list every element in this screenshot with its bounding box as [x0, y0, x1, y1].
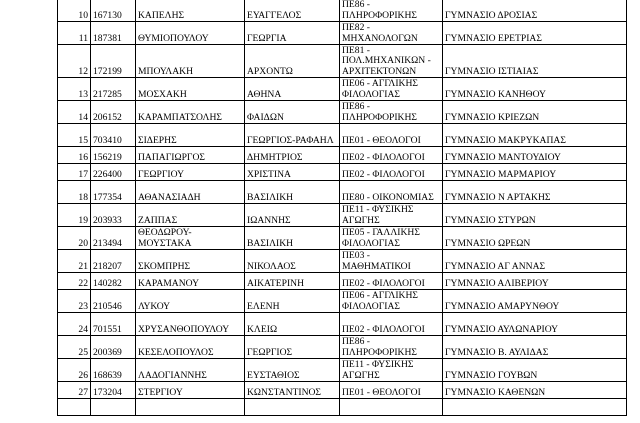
- surname-cell: ΣΚΟΜΠΡΗΣ: [136, 250, 245, 273]
- surname-cell: [136, 399, 245, 416]
- specialty-cell: ΠΕ86 - ΠΛΗΡΟΦΟΡΙΚΗΣ: [340, 0, 443, 22]
- registry-code: 172199: [91, 45, 136, 78]
- row-number: 20: [58, 227, 91, 250]
- school-cell: ΓΥΜΝΑΣΙΟ ΕΡΕΤΡΙΑΣ: [443, 22, 627, 45]
- specialty-cell: ΠΕ80 - ΟΙΚΟΝΟΜΙΑΣ: [340, 181, 443, 204]
- specialty-cell: ΠΕ01 - ΘΕΟΛΟΓΟΙ: [340, 382, 443, 399]
- specialty-cell: ΠΕ86 - ΠΛΗΡΟΦΟΡΙΚΗΣ: [340, 336, 443, 359]
- firstname-cell: ΚΛΕΙΩ: [245, 313, 340, 336]
- specialty-cell: ΠΕ06 - ΑΓΓΛΙΚΗΣ ΦΙΛΟΛΟΓΙΑΣ: [340, 290, 443, 313]
- specialty-cell: ΠΕ02 - ΦΙΛΟΛΟΓΟΙ: [340, 147, 443, 164]
- registry-code: 217285: [91, 78, 136, 101]
- specialty-cell: ΠΕ02 - ΦΙΛΟΛΟΓΟΙ: [340, 313, 443, 336]
- table-row: [58, 147, 627, 164]
- school-cell: ΓΥΜΝΑΣΙΟ ΜΑΚΡΥΚΑΠΑΣ: [443, 124, 627, 147]
- registry-code: 200369: [91, 336, 136, 359]
- school-cell: ΓΥΜΝΑΣΙΟ ΑΛΙΒΕΡΙΟΥ: [443, 273, 627, 290]
- registry-code: 177354: [91, 181, 136, 204]
- school-cell: ΓΥΜΝΑΣΙΟ ΔΡΟΣΙΑΣ: [443, 0, 627, 22]
- table-row: [58, 290, 627, 313]
- registry-code: 203933: [91, 204, 136, 227]
- row-number: 21: [58, 250, 91, 273]
- registry-code: 206152: [91, 101, 136, 124]
- school-cell: ΓΥΜΝΑΣΙΟ ΙΣΤΙΑΙΑΣ: [443, 45, 627, 78]
- surname-cell: ΘΥΜΙΟΠΟΥΛΟΥ: [136, 22, 245, 45]
- table-row: [58, 124, 627, 147]
- specialty-cell: ΠΕ01 - ΘΕΟΛΟΓΟΙ: [340, 124, 443, 147]
- firstname-cell: ΝΙΚΟΛΑΟΣ: [245, 250, 340, 273]
- specialty-cell: ΠΕ02 - ΦΙΛΟΛΟΓΟΙ: [340, 164, 443, 181]
- specialty-cell: ΠΕ86 - ΠΛΗΡΟΦΟΡΙΚΗΣ: [340, 101, 443, 124]
- surname-cell: ΚΑΡΑΜΑΝΟΥ: [136, 273, 245, 290]
- table-row: [58, 399, 627, 416]
- row-number: 19: [58, 204, 91, 227]
- firstname-cell: ΚΩΝΣΤΑΝΤΙΝΟΣ: [245, 382, 340, 399]
- surname-cell: ΚΕΣΕΛΟΠΟΥΛΟΣ: [136, 336, 245, 359]
- table-row: [58, 22, 627, 45]
- specialty-cell: ΠΕ06 - ΑΓΓΛΙΚΗΣ ΦΙΛΟΛΟΓΙΑΣ: [340, 78, 443, 101]
- specialty-cell: ΠΕ02 - ΦΙΛΟΛΟΓΟΙ: [340, 273, 443, 290]
- row-number: 27: [58, 382, 91, 399]
- table-row: [58, 164, 627, 181]
- surname-cell: ΣΤΕΡΓΙΟΥ: [136, 382, 245, 399]
- row-number: 18: [58, 181, 91, 204]
- firstname-cell: ΧΡΙΣΤΙΝΑ: [245, 164, 340, 181]
- firstname-cell: ΙΩΑΝΝΗΣ: [245, 204, 340, 227]
- surname-cell: ΚΑΠΕΛΗΣ: [136, 0, 245, 22]
- row-number: 15: [58, 124, 91, 147]
- surname-cell: ΜΠΟΥΛΑΚΗ: [136, 45, 245, 78]
- surname-cell: ΛΑΔΟΓΙΑΝΝΗΣ: [136, 359, 245, 382]
- firstname-cell: ΒΑΣΙΛΙΚΗ: [245, 181, 340, 204]
- registry-code: [91, 399, 136, 416]
- registry-code: 226400: [91, 164, 136, 181]
- specialty-cell: ΠΕ82 - ΜΗΧΑΝΟΛΟΓΩΝ: [340, 22, 443, 45]
- surname-cell: ΓΕΩΡΓΙΟΥ: [136, 164, 245, 181]
- surname-cell: ΠΑΠΑΓΙΩΡΓΟΣ: [136, 147, 245, 164]
- row-number: 13: [58, 78, 91, 101]
- registry-code: 187381: [91, 22, 136, 45]
- school-cell: ΓΥΜΝΑΣΙΟ Ν ΑΡΤΑΚΗΣ: [443, 181, 627, 204]
- registry-code: 156219: [91, 147, 136, 164]
- specialty-cell: ΠΕ81 - ΠΟΛ.ΜΗΧΑΝΙΚΩΝ - ΑΡΧΙΤΕΚΤΟΝΩΝ: [340, 45, 443, 78]
- registry-code: 168639: [91, 359, 136, 382]
- table-row: [58, 78, 627, 101]
- teacher-placement-table: [57, 0, 627, 416]
- table-row: [58, 359, 627, 382]
- firstname-cell: ΕΥΑΓΓΕΛΟΣ: [245, 0, 340, 22]
- school-cell: ΓΥΜΝΑΣΙΟ ΑΓ ΑΝΝΑΣ: [443, 250, 627, 273]
- table-row: [58, 382, 627, 399]
- registry-code: 140282: [91, 273, 136, 290]
- table-row: [58, 227, 627, 250]
- row-number: 14: [58, 101, 91, 124]
- school-cell: ΓΥΜΝΑΣΙΟ ΜΑΝΤΟΥΔΙΟΥ: [443, 147, 627, 164]
- row-number: 22: [58, 273, 91, 290]
- specialty-cell: ΠΕ11 - ΦΥΣΙΚΗΣ ΑΓΩΓΗΣ: [340, 359, 443, 382]
- registry-code: 167130: [91, 0, 136, 22]
- registry-code: 218207: [91, 250, 136, 273]
- row-number: 12: [58, 45, 91, 78]
- school-cell: ΓΥΜΝΑΣΙΟ ΩΡΕΩΝ: [443, 227, 627, 250]
- table-row: [58, 250, 627, 273]
- specialty-cell: ΠΕ11 - ΦΥΣΙΚΗΣ ΑΓΩΓΗΣ: [340, 204, 443, 227]
- row-number: 10: [58, 0, 91, 22]
- row-number: 24: [58, 313, 91, 336]
- firstname-cell: ΕΥΣΤΑΘΙΟΣ: [245, 359, 340, 382]
- firstname-cell: ΔΗΜΗΤΡΙΟΣ: [245, 147, 340, 164]
- surname-cell: ΜΟΣΧΑΚΗ: [136, 78, 245, 101]
- table-row: [58, 101, 627, 124]
- firstname-cell: [245, 399, 340, 416]
- specialty-cell: ΠΕ03 - ΜΑΘΗΜΑΤΙΚΟΙ: [340, 250, 443, 273]
- school-cell: ΓΥΜΝΑΣΙΟ ΑΜΑΡΥΝΘΟΥ: [443, 290, 627, 313]
- registry-code: 213494: [91, 227, 136, 250]
- firstname-cell: ΕΛΕΝΗ: [245, 290, 340, 313]
- table-row: [58, 204, 627, 227]
- row-number: [58, 399, 91, 416]
- surname-cell: ΚΑΡΑΜΠΑΤΣΟΛΗΣ: [136, 101, 245, 124]
- firstname-cell: ΦΑΙΔΩΝ: [245, 101, 340, 124]
- school-cell: ΓΥΜΝΑΣΙΟ ΑΥΛΩΝΑΡΙΟΥ: [443, 313, 627, 336]
- row-number: 25: [58, 336, 91, 359]
- school-cell: ΓΥΜΝΑΣΙΟ ΣΤΥΡΩΝ: [443, 204, 627, 227]
- specialty-cell: [340, 399, 443, 416]
- specialty-cell: ΠΕ05 - ΓΑΛΛΙΚΗΣ ΦΙΛΟΛΟΓΙΑΣ: [340, 227, 443, 250]
- school-cell: ΓΥΜΝΑΣΙΟ Β. ΑΥΛΙΔΑΣ: [443, 336, 627, 359]
- registry-code: 701551: [91, 313, 136, 336]
- table-row: [58, 0, 627, 22]
- table-row: [58, 273, 627, 290]
- row-number: 17: [58, 164, 91, 181]
- surname-cell: ΣΙΔΕΡΗΣ: [136, 124, 245, 147]
- school-cell: ΓΥΜΝΑΣΙΟ ΚΡΙΕΖΩΝ: [443, 101, 627, 124]
- table-body: [58, 0, 627, 416]
- row-number: 23: [58, 290, 91, 313]
- table-row: [58, 313, 627, 336]
- firstname-cell: ΑΙΚΑΤΕΡΙΝΗ: [245, 273, 340, 290]
- school-cell: ΓΥΜΝΑΣΙΟ ΓΟΥΒΩΝ: [443, 359, 627, 382]
- firstname-cell: ΒΑΣΙΛΙΚΗ: [245, 227, 340, 250]
- row-number: 11: [58, 22, 91, 45]
- firstname-cell: ΑΡΧΟΝΤΩ: [245, 45, 340, 78]
- registry-code: 703410: [91, 124, 136, 147]
- surname-cell: ΛΥΚΟΥ: [136, 290, 245, 313]
- school-cell: ΓΥΜΝΑΣΙΟ ΚΑΘΕΝΩΝ: [443, 382, 627, 399]
- firstname-cell: ΑΘΗΝΑ: [245, 78, 340, 101]
- firstname-cell: ΓΕΩΡΓΙΟΣ-ΡΑΦΑΗΛ: [245, 124, 340, 147]
- registry-code: 173204: [91, 382, 136, 399]
- table-row: [58, 336, 627, 359]
- surname-cell: ΧΡΥΣΑΝΘΟΠΟΥΛΟΥ: [136, 313, 245, 336]
- school-cell: ΓΥΜΝΑΣΙΟ ΜΑΡΜΑΡΙΟΥ: [443, 164, 627, 181]
- surname-cell: ΖΑΠΠΑΣ: [136, 204, 245, 227]
- surname-cell: ΑΘΑΝΑΣΙΑΔΗ: [136, 181, 245, 204]
- firstname-cell: ΓΕΩΡΓΙΑ: [245, 22, 340, 45]
- school-cell: [443, 399, 627, 416]
- registry-code: 210546: [91, 290, 136, 313]
- firstname-cell: ΓΕΩΡΓΙΟΣ: [245, 336, 340, 359]
- surname-cell: ΘΕΟΔΩΡΟΥ-ΜΟΥΣΤΑΚΑ: [136, 227, 245, 250]
- row-number: 26: [58, 359, 91, 382]
- table-row: [58, 181, 627, 204]
- table-row: [58, 45, 627, 78]
- school-cell: ΓΥΜΝΑΣΙΟ ΚΑΝΗΘΟΥ: [443, 78, 627, 101]
- row-number: 16: [58, 147, 91, 164]
